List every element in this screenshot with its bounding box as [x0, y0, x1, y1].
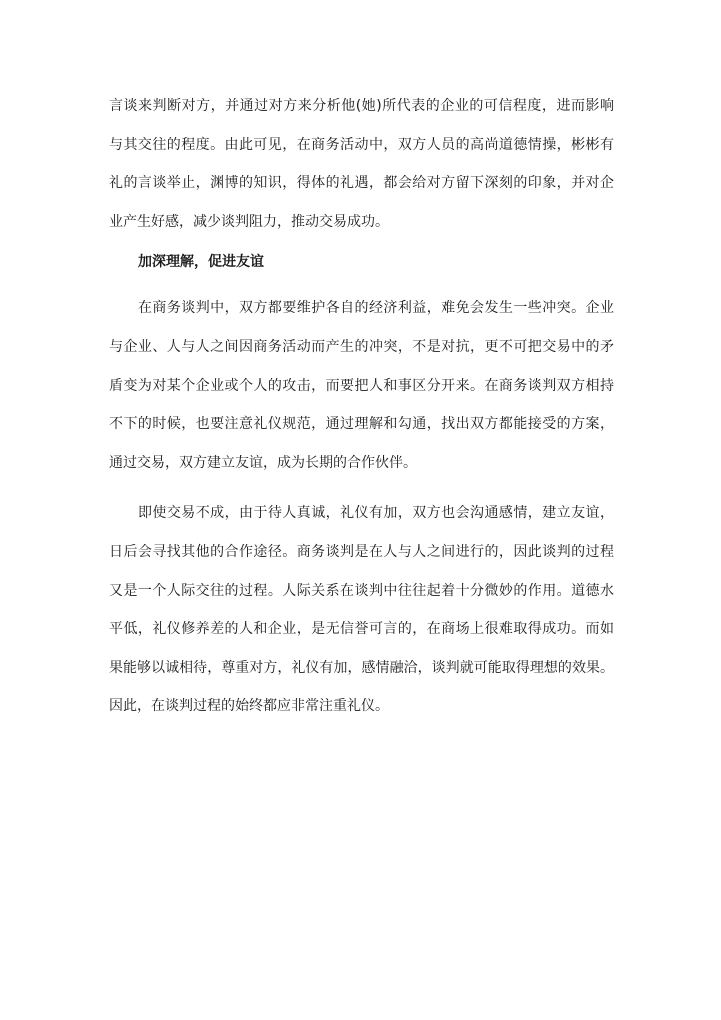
text-line: 因此，在谈判过程的始终都应非常注重礼仪。 [109, 698, 389, 715]
text-line: 礼的言谈举止，渊博的知识，得体的礼遇，都会给对方留下深刻的印象，并对企 [109, 175, 614, 192]
text-line: 果能够以诚相待，尊重对方，礼仪有加，感情融洽，谈判就可能取得理想的效果。 [109, 659, 614, 676]
text-line: 业产生好感，减少谈判阻力，推动交易成功。 [109, 213, 389, 230]
text-line: 平低，礼仪修养差的人和企业，是无信誉可言的，在商场上很难取得成功。而如 [109, 621, 614, 638]
text-line: 又是一个人际交往的过程。人际关系在谈判中往往起着十分微妙的作用。道德水 [109, 582, 614, 599]
paragraph-1 [109, 95, 614, 249]
text-line: 在商务谈判中，双方都要维护各自的经济利益，难免会发生一些冲突。企业 [138, 300, 614, 317]
text-line: 通过交易，双方建立友谊，成为长期的合作伙伴。 [109, 454, 417, 471]
paragraph-spacer [109, 490, 614, 502]
text-line: 即使交易不成，由于待人真诚，礼仪有加，双方也会沟通感情，建立友谊， [138, 505, 614, 522]
section-heading: 加深理解，促进友谊 [138, 254, 264, 271]
text-line: 盾变为对某个企业或个人的攻击，而要把人和事区分开来。在商务谈判双方相持 [109, 377, 614, 394]
document-body [109, 95, 614, 734]
paragraph-3 [109, 502, 614, 734]
text-line: 不下的时候，也要注意礼仪规范，通过理解和勾通，找出双方都能接受的方案， [109, 416, 614, 433]
text-line: 与其交往的程度。由此可见，在商务活动中，双方人员的高尚道德情操，彬彬有 [109, 136, 614, 153]
text-line: 与企业、人与人之间因商务活动而产生的冲突，不是对抗，更不可把交易中的矛 [109, 338, 614, 355]
text-line: 言谈来判断对方，并通过对方来分析他(她)所代表的企业的可信程度，进而影响 [109, 98, 614, 114]
text-line: 日后会寻找其他的合作途径。商务谈判是在人与人之间进行的，因此谈判的过程 [109, 543, 614, 560]
paragraph-2 [109, 297, 614, 490]
